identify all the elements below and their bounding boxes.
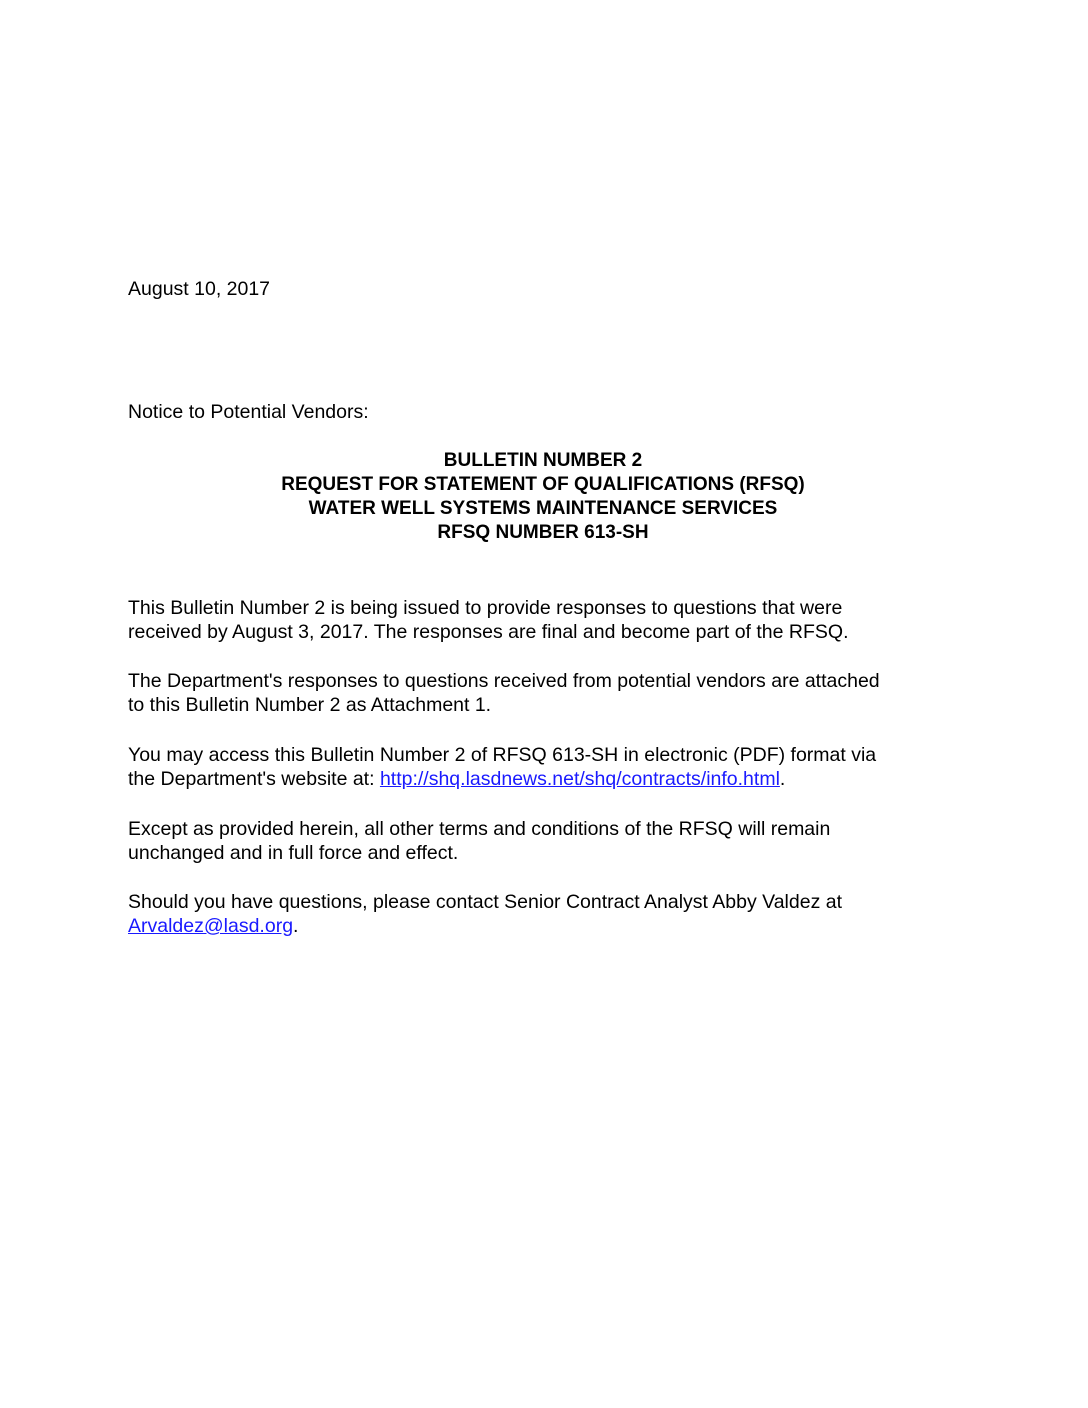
paragraph-line: received by August 3, 2017. The responses are final and become part of the RFSQ. — [128, 621, 849, 643]
salutation: Notice to Potential Vendors: — [128, 401, 369, 423]
paragraph-terms-unchanged — [128, 817, 830, 865]
paragraph-line: to this Bulletin Number 2 as Attachment 1. — [128, 694, 492, 716]
heading-line-rfsq-title: REQUEST FOR STATEMENT OF QUALIFICATIONS (RFSQ) — [281, 474, 805, 495]
paragraph-website-access — [128, 743, 876, 791]
paragraph-line: The Department's responses to questions received from potential vendors are attached — [128, 670, 880, 692]
email-suffix-text: . — [293, 915, 299, 937]
paragraph-line: unchanged and in full force and effect. — [128, 842, 459, 864]
heading-line-bulletin-number: BULLETIN NUMBER 2 — [443, 450, 643, 471]
department-website-link[interactable]: http://shq.lasdnews.net/shq/contracts/info.html — [379, 768, 780, 790]
paragraph-contact — [128, 890, 842, 938]
heading-line-rfsq-number: RFSQ NUMBER 613-SH — [437, 522, 649, 543]
paragraph-line: This Bulletin Number 2 is being issued to provide responses to questions that were — [128, 597, 843, 619]
paragraph-line-with-link — [128, 767, 876, 791]
paragraph-line: Except as provided herein, all other terms and conditions of the RFSQ will remain — [128, 818, 831, 840]
website-prefix-text: the Department's website at: — [128, 768, 380, 790]
paragraph-bulletin-purpose — [128, 596, 848, 644]
paragraph-line-with-email — [128, 914, 842, 938]
website-suffix-text: . — [779, 768, 786, 790]
paragraph-line: Should you have questions, please contact Senior Contract Analyst Abby Valdez at — [128, 891, 843, 913]
heading-line-services: WATER WELL SYSTEMS MAINTENANCE SERVICES — [308, 498, 778, 519]
contact-email-link[interactable]: Arvaldez@lasd.org — [128, 915, 294, 937]
paragraph-line: You may access this Bulletin Number 2 of RFSQ 613-SH in electronic (PDF) format via — [128, 744, 877, 766]
paragraph-responses-attached — [128, 669, 880, 717]
bulletin-heading — [128, 449, 958, 545]
letter-date: August 10, 2017 — [128, 278, 271, 300]
